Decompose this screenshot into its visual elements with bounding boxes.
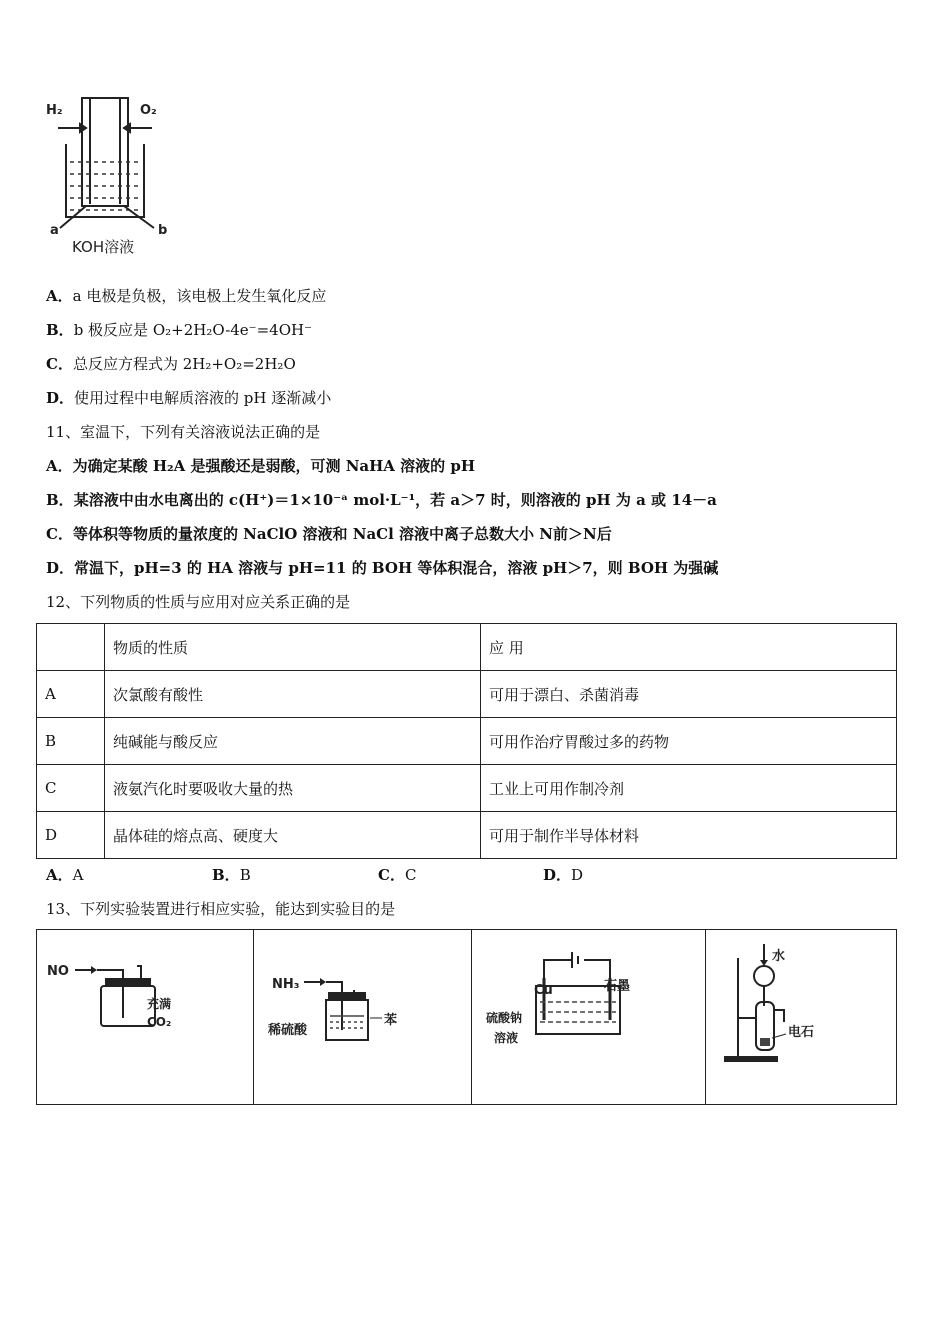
row-application: 可用作治疗胃酸过多的药物 <box>481 718 897 765</box>
row-property: 液氨汽化时要吸收大量的热 <box>105 765 481 812</box>
acetylene-generator-diagram <box>706 930 896 1100</box>
sodium-sulfate-label: 硫酸钠 <box>486 1011 523 1025</box>
row-key: D <box>37 812 105 859</box>
table-row <box>37 812 897 859</box>
header-property: 物质的性质 <box>105 624 481 671</box>
o2-label: O₂ <box>140 103 157 118</box>
solution-label: 溶液 <box>494 1031 519 1045</box>
no-label: NO <box>47 964 69 979</box>
table-row <box>37 671 897 718</box>
q12-answer-a[interactable]: A．A <box>46 866 84 884</box>
q11-option-a[interactable]: A．为确定某酸 H₂A 是强酸还是弱酸，可测 NaHA 溶液的 pH <box>46 457 476 475</box>
calcium-carbide-label: 电石 <box>788 1025 815 1040</box>
electrolyte-level <box>70 162 140 210</box>
q13-apparatus-table <box>36 929 897 1105</box>
h2-label: H₂ <box>46 103 63 118</box>
q12-answer-d[interactable]: D．D <box>543 866 584 884</box>
benzene-label: 苯 <box>384 1013 398 1028</box>
electrode-a-label: a <box>50 223 59 238</box>
stopper <box>105 978 151 986</box>
separatory-funnel <box>754 966 774 986</box>
electrolysis-diagram <box>472 930 704 1100</box>
electrode-tube <box>82 98 128 206</box>
row-key: B <box>37 718 105 765</box>
q11-option-d[interactable]: D．常温下，pH=3 的 HA 溶液与 pH=11 的 BOH 等体积混合，溶液 pH＞7，则 BOH 为强碱 <box>46 559 719 577</box>
graphite-label: 石墨 <box>604 979 631 994</box>
apparatus-panel-d[interactable] <box>706 930 897 1105</box>
electrode-b-label: b <box>158 223 168 238</box>
q12-answer-c[interactable]: C．C <box>378 866 417 884</box>
q10-option-c[interactable]: C．总反应方程式为 2H₂+O₂=2H₂O <box>46 355 296 373</box>
row-property: 纯碱能与酸反应 <box>105 718 481 765</box>
gas-collection-diagram <box>37 930 252 1100</box>
q11-stem: 11、室温下，下列有关溶液说法正确的是 <box>46 423 321 441</box>
dilute-sulfuric-acid-label: 稀硫酸 <box>268 1023 308 1038</box>
stand-base <box>724 1056 778 1062</box>
table-header-row <box>37 624 897 671</box>
row-property: 次氯酸有酸性 <box>105 671 481 718</box>
apparatus-panel-b[interactable] <box>254 930 472 1105</box>
q11-option-b[interactable]: B．某溶液中由水电离出的 c(H⁺)＝1×10⁻ᵃ mol·L⁻¹，若 a＞7 时，则溶液的 pH 为 a 或 14－a <box>46 491 717 509</box>
wash-bottle <box>326 1000 368 1040</box>
fuel-cell-diagram <box>44 92 184 257</box>
row-property: 晶体硅的熔点高、硬度大 <box>105 812 481 859</box>
filled-label: 充满 <box>147 997 172 1011</box>
q12-stem: 12、下列物质的性质与应用对应关系正确的是 <box>46 593 351 611</box>
water-label: 水 <box>772 949 786 964</box>
q13-stem: 13、下列实验装置进行相应实验，能达到实验目的是 <box>46 900 396 918</box>
co2-label: CO₂ <box>147 1015 172 1029</box>
apparatus-panel-a[interactable] <box>37 930 254 1105</box>
q10-option-a[interactable]: A．a 电极是负极，该电极上发生氧化反应 <box>46 287 327 305</box>
table-row <box>37 718 897 765</box>
q12-answer-b[interactable]: B．B <box>212 866 251 884</box>
q12-table <box>36 623 897 859</box>
ammonia-absorption-diagram <box>254 930 470 1100</box>
cu-label: Cu <box>534 983 553 998</box>
row-key: A <box>37 671 105 718</box>
q10-option-b[interactable]: B．b 极反应是 O₂+2H₂O-4e⁻=4OH⁻ <box>46 321 313 339</box>
header-cell <box>37 624 105 671</box>
q10-option-d[interactable]: D．使用过程中电解质溶液的 pH 逐渐减小 <box>46 389 332 407</box>
row-application: 可用于制作半导体材料 <box>481 812 897 859</box>
q11-option-c[interactable]: C．等体积等物质的量浓度的 NaClO 溶液和 NaCl 溶液中离子总数大小 N前＞N后 <box>46 525 612 543</box>
row-application: 工业上可用作制冷剂 <box>481 765 897 812</box>
table-row <box>37 765 897 812</box>
apparatus-panel-c[interactable] <box>472 930 706 1105</box>
nh3-label: NH₃ <box>272 977 300 992</box>
row-application: 可用于漂白、杀菌消毒 <box>481 671 897 718</box>
header-application: 应 用 <box>481 624 897 671</box>
koh-solution-label: KOH溶液 <box>72 238 135 256</box>
row-key: C <box>37 765 105 812</box>
